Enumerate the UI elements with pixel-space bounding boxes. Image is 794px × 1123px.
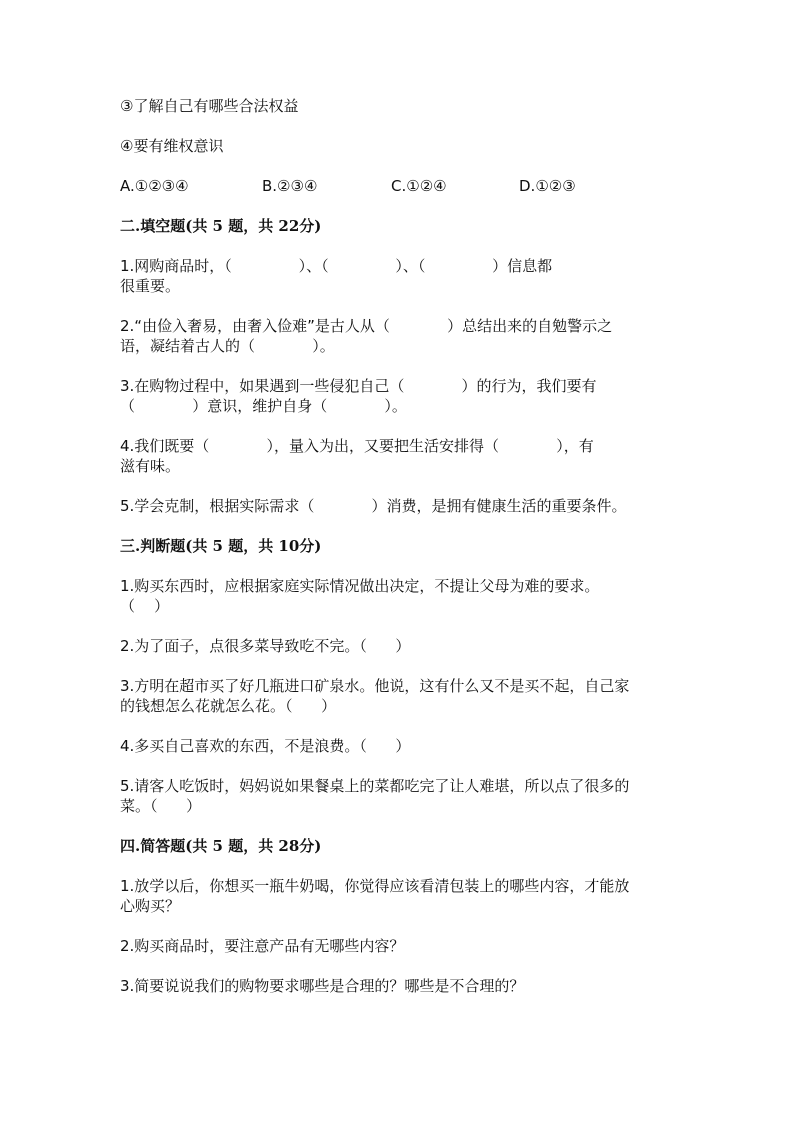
option-c: C.①②④ bbox=[391, 177, 447, 195]
question bbox=[120, 256, 680, 296]
question bbox=[120, 676, 680, 716]
question-line: （ ） bbox=[120, 597, 170, 615]
question-line: 3.在购物过程中，如果遇到一些侵犯自己（ ）的行为，我们要有 bbox=[120, 377, 597, 395]
option-d: D.①②③ bbox=[519, 177, 576, 195]
question-line: 3.方明在超市买了好几瓶进口矿泉水。他说，这有什么又不是买不起，自己家 bbox=[120, 677, 630, 695]
question-line: 1.购买东西时，应根据家庭实际情况做出决定，不提让父母为难的要求。 bbox=[120, 577, 600, 595]
question-line: 2.为了面子，点很多菜导致吃不完。（ ） bbox=[120, 637, 411, 655]
question bbox=[120, 976, 680, 996]
section-heading bbox=[120, 216, 680, 236]
question bbox=[120, 636, 680, 656]
question bbox=[120, 376, 680, 416]
question-line: 2.购买商品时，要注意产品有无哪些内容？ bbox=[120, 937, 405, 955]
question bbox=[120, 316, 680, 356]
option-a: A.①②③④ bbox=[120, 177, 189, 195]
question bbox=[120, 496, 680, 516]
question bbox=[120, 876, 680, 916]
question-line: 4.我们既要（ ），量入为出，又要把生活安排得（ ），有 bbox=[120, 437, 594, 455]
section-title: 二.填空题(共 5 题，共 22分) bbox=[120, 217, 322, 235]
question-line: 的钱想怎么花就怎么花。（ ） bbox=[120, 697, 337, 715]
section-heading bbox=[120, 836, 680, 856]
list-item bbox=[120, 96, 680, 116]
question-line: 5.请客人吃饭时，妈妈说如果餐桌上的菜都吃完了让人难堪，所以点了很多的 bbox=[120, 777, 630, 795]
question-line: 1.网购商品时，（ ）、（ ）、（ ）信息都 bbox=[120, 257, 553, 275]
question bbox=[120, 436, 680, 476]
section-heading bbox=[120, 536, 680, 556]
question-line: 语，凝结着古人的（ ）。 bbox=[120, 337, 335, 355]
question-line: 4.多买自己喜欢的东西，不是浪费。（ ） bbox=[120, 737, 411, 755]
section-title: 三.判断题(共 5 题，共 10分) bbox=[120, 537, 322, 555]
question-line: 2.“由俭入奢易，由奢入俭难”是古人从（ ）总结出来的自勉警示之 bbox=[120, 317, 613, 335]
question-line: 菜。（ ） bbox=[120, 797, 202, 815]
list-item bbox=[120, 136, 680, 156]
section-title: 四.简答题(共 5 题，共 28分) bbox=[120, 837, 322, 855]
exam-page bbox=[120, 96, 680, 1016]
question-line: 5.学会克制，根据实际需求（ ）消费，是拥有健康生活的重要条件。 bbox=[120, 497, 627, 515]
question bbox=[120, 936, 680, 956]
question-line: 滋有味。 bbox=[120, 457, 181, 475]
question-line: 心购买？ bbox=[120, 897, 181, 915]
answer-options bbox=[120, 176, 680, 196]
question bbox=[120, 576, 680, 616]
question-line: （ ）意识，维护自身（ ）。 bbox=[120, 397, 407, 415]
question-line: 3.简要说说我们的购物要求哪些是合理的？哪些是不合理的？ bbox=[120, 977, 525, 995]
question bbox=[120, 736, 680, 756]
item-text: ③了解自己有哪些合法权益 bbox=[120, 97, 299, 115]
item-text: ④要有维权意识 bbox=[120, 137, 224, 155]
question bbox=[120, 776, 680, 816]
question-line: 很重要。 bbox=[120, 277, 181, 295]
question-line: 1.放学以后，你想买一瓶牛奶喝，你觉得应该看清包装上的哪些内容，才能放 bbox=[120, 877, 630, 895]
option-b: B.②③④ bbox=[262, 177, 318, 195]
